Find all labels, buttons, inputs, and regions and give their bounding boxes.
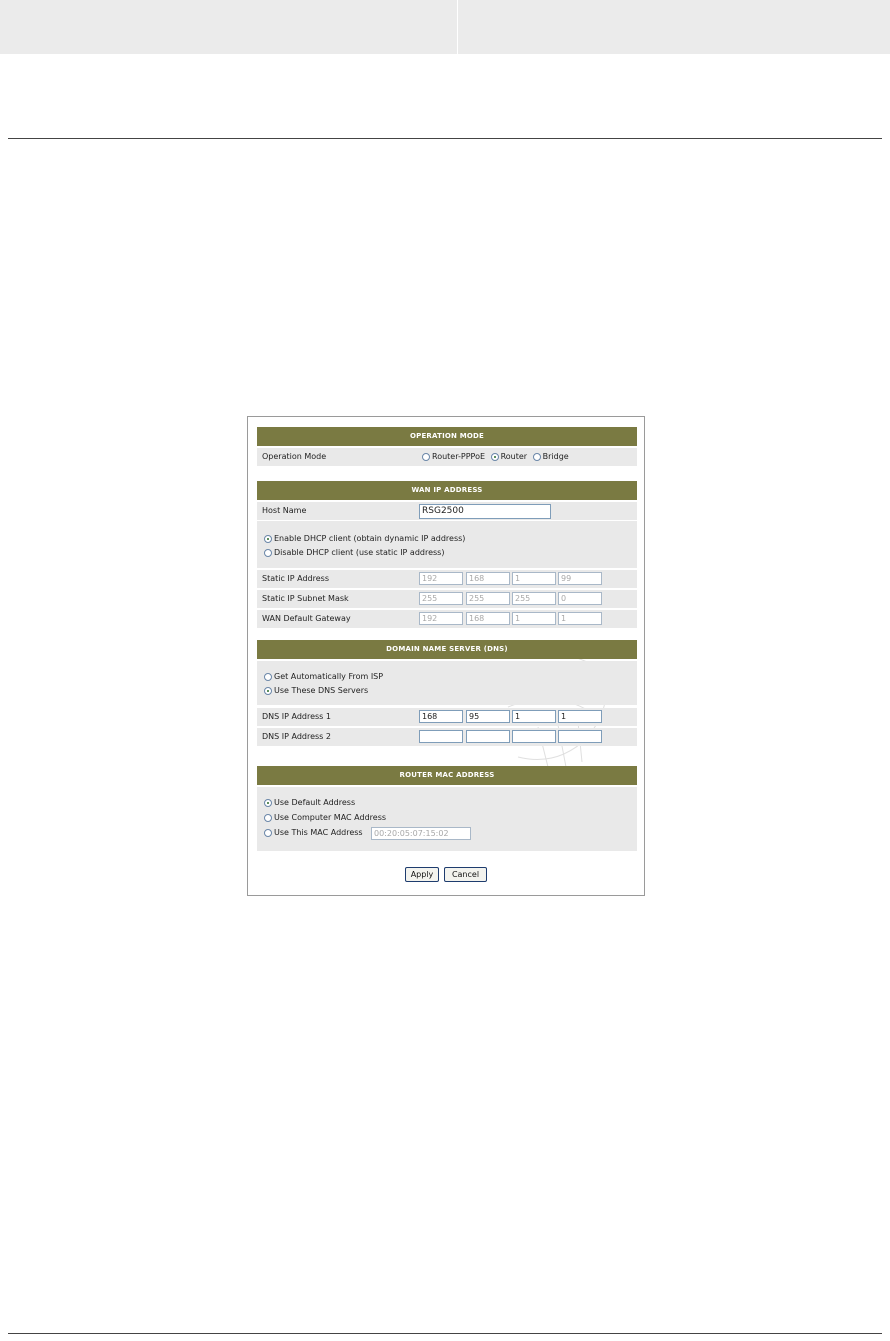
radio-default-mac[interactable] [264, 796, 355, 810]
radio-bridge[interactable] [533, 452, 569, 461]
gateway-label: WAN Default Gateway [262, 614, 351, 623]
host-name-input[interactable]: RSG2500 [419, 504, 551, 519]
radio-selected-icon[interactable] [264, 535, 272, 543]
dhcp-options-block [257, 521, 637, 568]
wan-ip-header: WAN IP ADDRESS [257, 481, 637, 500]
radio-enable-dhcp-label: Enable DHCP client (obtain dynamic IP address) [274, 534, 466, 543]
static-ip-octet-1[interactable]: 192 [419, 572, 463, 585]
dns1-row [257, 708, 637, 726]
dns2-octet-4[interactable] [558, 730, 602, 743]
operation-mode-label: Operation Mode [262, 452, 327, 461]
radio-dns-auto[interactable] [264, 670, 383, 684]
static-ip-label: Static IP Address [262, 574, 330, 583]
subnet-octet-1[interactable]: 255 [419, 592, 463, 605]
static-ip-octet-4[interactable]: 99 [558, 572, 602, 585]
radio-router[interactable] [491, 452, 528, 461]
static-ip-octet-3[interactable]: 1 [512, 572, 556, 585]
radio-router-label: Router [500, 452, 528, 461]
dns1-octet-2[interactable]: 95 [466, 710, 510, 723]
router-settings-panel [247, 416, 645, 896]
dns1-label: DNS IP Address 1 [262, 712, 331, 721]
radio-icon[interactable] [533, 453, 541, 461]
dns1-octet-1[interactable]: 168 [419, 710, 463, 723]
operation-mode-header: OPERATION MODE [257, 427, 637, 446]
dns1-octet-4[interactable]: 1 [558, 710, 602, 723]
radio-router-pppoe[interactable] [422, 452, 485, 461]
cancel-button[interactable]: Cancel [444, 867, 487, 882]
radio-icon[interactable] [264, 549, 272, 557]
page-top-bar [0, 0, 890, 54]
radio-enable-dhcp[interactable] [264, 532, 465, 546]
radio-selected-icon[interactable] [491, 453, 499, 461]
top-bar-divider [457, 0, 458, 54]
gateway-row [257, 610, 637, 628]
gateway-octet-1[interactable]: 192 [419, 612, 463, 625]
subnet-octet-3[interactable]: 255 [512, 592, 556, 605]
static-ip-row [257, 570, 637, 588]
radio-disable-dhcp-label: Disable DHCP client (use static IP address) [274, 548, 445, 557]
radio-icon[interactable] [264, 829, 272, 837]
bottom-rule [8, 1333, 882, 1334]
operation-mode-row [257, 448, 637, 466]
subnet-octet-2[interactable]: 255 [466, 592, 510, 605]
top-rule [8, 138, 882, 139]
apply-button[interactable]: Apply [405, 867, 439, 882]
radio-router-pppoe-label: Router-PPPoE [432, 452, 486, 461]
subnet-mask-label: Static IP Subnet Mask [262, 594, 349, 603]
static-ip-octet-2[interactable]: 168 [466, 572, 510, 585]
gateway-octet-3[interactable]: 1 [512, 612, 556, 625]
radio-this-mac[interactable] [264, 826, 363, 840]
mac-address-input[interactable]: 00:20:05:07:15:02 [371, 827, 471, 840]
radio-dns-manual[interactable] [264, 684, 368, 698]
radio-dns-manual-label: Use These DNS Servers [274, 686, 369, 695]
subnet-octet-4[interactable]: 0 [558, 592, 602, 605]
dns1-octet-3[interactable]: 1 [512, 710, 556, 723]
host-name-row [257, 502, 637, 520]
dns2-row [257, 728, 637, 746]
radio-icon[interactable] [422, 453, 430, 461]
radio-selected-icon[interactable] [264, 687, 272, 695]
dns-header: DOMAIN NAME SERVER (DNS) [257, 640, 637, 659]
subnet-mask-row [257, 590, 637, 608]
router-mac-header: ROUTER MAC ADDRESS [257, 766, 637, 785]
radio-dns-auto-label: Get Automatically From ISP [274, 672, 384, 681]
dns-options-block [257, 661, 637, 705]
radio-default-mac-label: Use Default Address [274, 798, 356, 807]
gateway-octet-4[interactable]: 1 [558, 612, 602, 625]
gateway-octet-2[interactable]: 168 [466, 612, 510, 625]
dns2-octet-1[interactable] [419, 730, 463, 743]
radio-this-mac-label: Use This MAC Address [274, 828, 363, 837]
dns2-octet-2[interactable] [466, 730, 510, 743]
dns2-octet-3[interactable] [512, 730, 556, 743]
operation-mode-options [422, 448, 572, 466]
dns2-label: DNS IP Address 2 [262, 732, 331, 741]
radio-icon[interactable] [264, 814, 272, 822]
host-name-label: Host Name [262, 506, 307, 515]
radio-computer-mac-label: Use Computer MAC Address [274, 813, 387, 822]
radio-selected-icon[interactable] [264, 799, 272, 807]
radio-icon[interactable] [264, 673, 272, 681]
radio-computer-mac[interactable] [264, 811, 386, 825]
radio-bridge-label: Bridge [542, 452, 569, 461]
radio-disable-dhcp[interactable] [264, 546, 444, 560]
mac-options-block [257, 787, 637, 851]
